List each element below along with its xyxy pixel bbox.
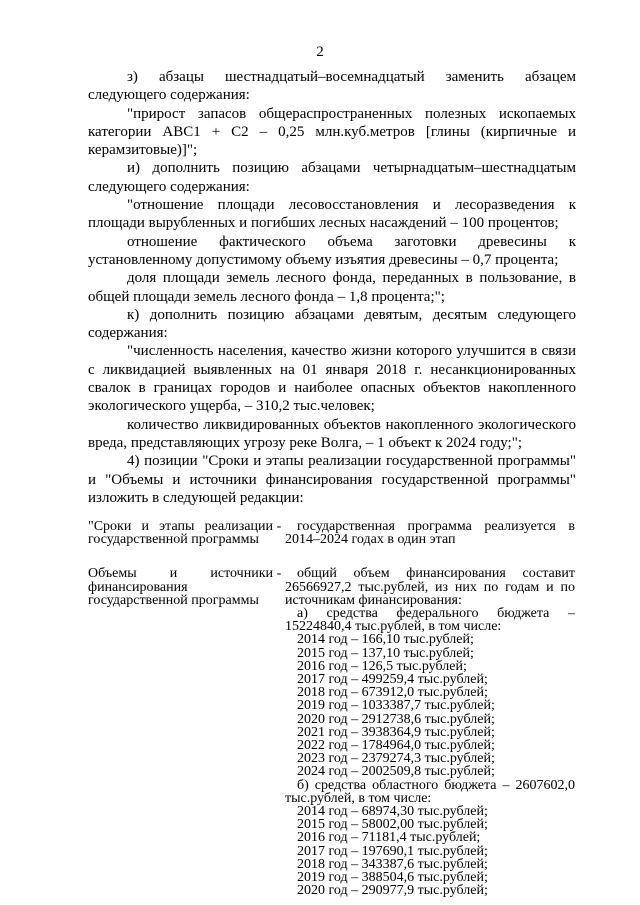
table-row-terms: [88, 520, 588, 546]
list-item: 2017 год – 197690,1 тыс.рублей;: [297, 843, 488, 859]
federal-heading: а) средства федерального бюджета – 15224840,4 тыс.рублей, в том числе:: [285, 606, 575, 635]
dash-separator: -: [276, 519, 282, 534]
paragraph: количество ликвидированных объектов накопленного экологического вреда, представляющих угрозу реке Волга, – 1 объект к 2024 году;";: [88, 416, 576, 451]
terms-text: государственная программа реализуется в 2014–2024 годах в один этап: [285, 519, 575, 548]
terms-value: [285, 520, 575, 546]
regional-heading: б) средства областного бюджета – 2607602,0 тыс.рублей, в том числе:: [285, 777, 575, 806]
list-item: 2015 год – 137,10 тыс.рублей;: [297, 645, 474, 661]
list-item: 2021 год – 3938364,9 тыс.рублей;: [297, 724, 495, 740]
paragraph: к) дополнить позицию абзацами девятым, десятым следующего содержания:: [88, 306, 576, 342]
financing-value: [285, 567, 575, 897]
list-item: 2016 год – 71181,4 тыс.рублей;: [297, 830, 481, 846]
list-item: 2020 год – 290977,9 тыс.рублей;: [297, 883, 488, 899]
paragraph: "прирост запасов общераспространенных полезных ископаемых категории АВС1 + С2 – 0,25 млн.куб.метров [глины (кирпичные и керамзитовые)]";: [88, 105, 576, 159]
dash-separator: -: [276, 566, 282, 582]
list-item: 2022 год – 1784964,0 тыс.рублей;: [297, 738, 495, 754]
list-item: 2018 год – 673912,0 тыс.рублей;: [297, 685, 488, 701]
list-item: 2019 год – 388504,6 тыс.рублей;: [297, 870, 488, 886]
paragraph: "численность населения, качество жизни которого улучшится в связи с ликвидацией выявленных на 01 января 2018 г. несанкционированных свалок в границах городов и наиболее опасных объектов накопленного экологического ущерба, – 310,2 тыс.человек;: [88, 343, 576, 415]
list-item: 2019 год – 1033387,7 тыс.рублей;: [297, 698, 495, 714]
terms-label: "Сроки и этапы реализации государственной программы: [88, 519, 273, 548]
page-number: 2: [316, 44, 324, 60]
program-table: [88, 520, 588, 897]
document-body: [88, 68, 576, 507]
paragraph: доля площади земель лесного фонда, переданных в пользование, в общей площади земель лесного фонда – 1,8 процента;";: [88, 270, 576, 305]
list-item: 2024 год – 2002509,8 тыс.рублей;: [297, 764, 495, 780]
paragraph: "отношение площади лесовосстановления и лесоразведения к площади вырубленных и погибших лесных насаждений – 100 процентов;: [88, 197, 576, 232]
list-item: 2014 год – 68974,30 тыс.рублей;: [297, 804, 488, 820]
paragraph: з) абзацы шестнадцатый–восемнадцатый заменить абзацем следующего содержания:: [88, 69, 576, 104]
financing-total: общий объем финансирования составит 26566927,2 тыс.рублей, из них по годам и по источникам финансирования:: [285, 566, 575, 608]
financing-label: Объемы и источники финансирования государственной программы: [88, 566, 273, 608]
paragraph: и) дополнить позицию абзацами четырнадцатым–шестнадцатым следующего содержания:: [88, 160, 576, 195]
list-item: 2014 год – 166,10 тыс.рублей;: [297, 632, 474, 648]
list-item: 2015 год – 58002,00 тыс.рублей;: [297, 817, 488, 833]
list-item: 2017 год – 499259,4 тыс.рублей;: [297, 672, 488, 688]
paragraph: 4) позиции "Сроки и этапы реализации государственной программы" и "Объемы и источники финансирования государственной программы" изложить в следующей редакции:: [88, 453, 576, 506]
list-item: 2018 год – 343387,6 тыс.рублей;: [297, 856, 488, 872]
list-item: 2016 год – 126,5 тыс.рублей;: [297, 658, 467, 674]
list-item: 2020 год – 2912738,6 тыс.рублей;: [297, 711, 495, 727]
paragraph: отношение фактического объема заготовки древесины к установленному допустимому объему изъятия древесины – 0,7 процента;: [88, 233, 576, 268]
list-item: 2023 год – 2379274,3 тыс.рублей;: [297, 751, 495, 767]
table-row-financing: [88, 567, 588, 897]
